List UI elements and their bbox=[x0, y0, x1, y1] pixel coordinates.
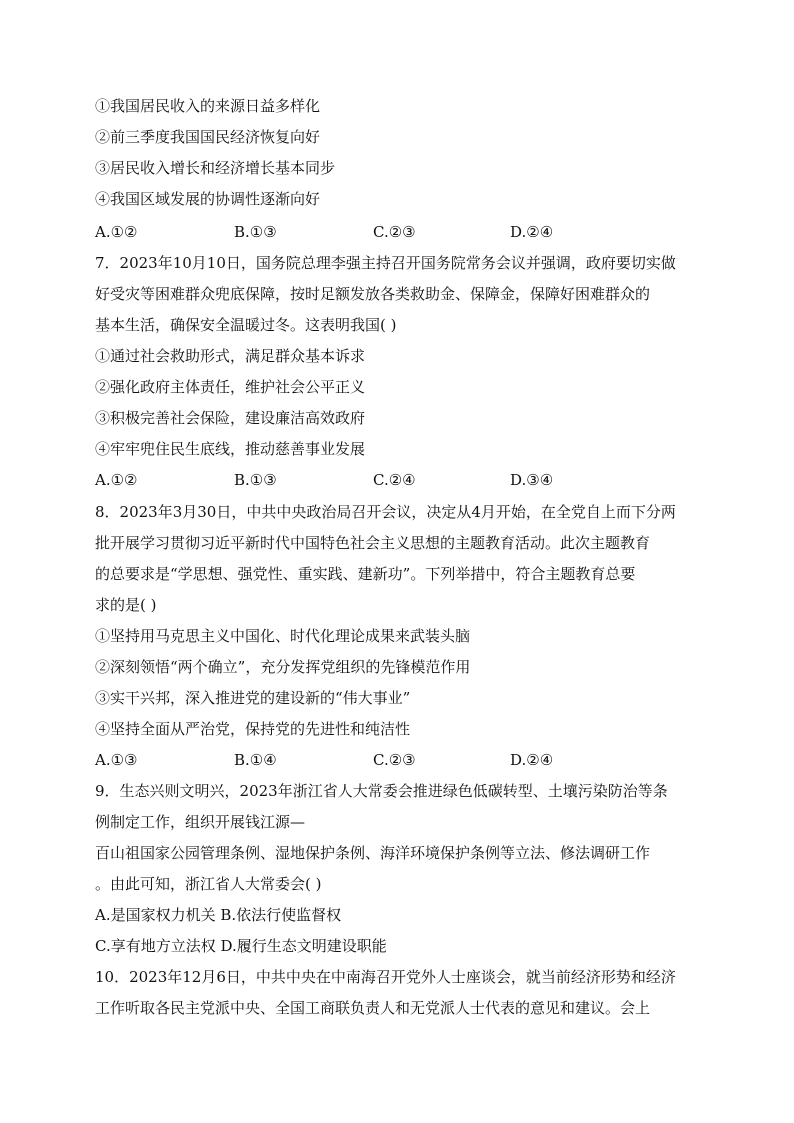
q6-option-a: A.①② bbox=[95, 223, 138, 241]
q8-stem-line-1: 8．2023年3月30日，中共中央政治局召开会议，决定从4月开始，在全党自上而下分两 bbox=[95, 503, 676, 521]
q6-option-d: D.②④ bbox=[510, 223, 554, 241]
q7-stem-line-1: 7．2023年10月10日，国务院总理李强主持召开国务院常务会议并强调，政府要切实做 bbox=[95, 254, 676, 272]
q8-stem-line-3: 的总要求是“学思想、强党性、重实践、建新功”。下列举措中，符合主题教育总要 bbox=[95, 565, 636, 583]
q6-options bbox=[95, 221, 695, 243]
q8-item-2: ②深刻领悟“两个确立”，充分发挥党组织的先锋模范作用 bbox=[95, 658, 471, 676]
q10-stem-line-1: 10．2023年12月6日，中共中央在中南海召开党外人士座谈会，就当前经济形势和经济 bbox=[95, 968, 676, 986]
q6-item-1: ①我国居民收入的来源日益多样化 bbox=[95, 97, 321, 115]
q8-item-1: ①坚持用马克思主义中国化、时代化理论成果来武装头脑 bbox=[95, 627, 471, 645]
q7-options bbox=[95, 469, 695, 491]
q7-option-b: B.①③ bbox=[234, 471, 277, 489]
q7-item-1: ①通过社会救助形式，满足群众基本诉求 bbox=[95, 347, 366, 365]
q7-item-4: ④牢牢兜住民生底线，推动慈善事业发展 bbox=[95, 440, 366, 458]
q8-option-d: D.②④ bbox=[510, 751, 554, 769]
q9-stem-line-4: 。由此可知，浙江省人大常委会( ) bbox=[95, 875, 322, 893]
q8-option-c: C.②③ bbox=[373, 751, 416, 769]
q9-options-line-1: A.是国家权力机关 B.依法行使监督权 bbox=[95, 906, 342, 924]
q8-stem-line-2: 批开展学习贯彻习近平新时代中国特色社会主义思想的主题教育活动。此次主题教育 bbox=[95, 534, 651, 552]
q9-stem-line-2: 例制定工作，组织开展钱江源— bbox=[95, 813, 306, 831]
q6-option-c: C.②③ bbox=[373, 223, 416, 241]
q8-item-4: ④坚持全面从严治党，保持党的先进性和纯洁性 bbox=[95, 720, 411, 738]
q6-item-4: ④我国区域发展的协调性逐渐向好 bbox=[95, 190, 321, 208]
q7-stem-line-2: 好受灾等困难群众兜底保障，按时足额发放各类救助金、保障金，保障好困难群众的 bbox=[95, 285, 651, 303]
q10-stem-line-2: 工作听取各民主党派中央、全国工商联负责人和无党派人士代表的意见和建议。会上 bbox=[95, 999, 651, 1017]
q9-options-line-2: C.享有地方立法权 D.履行生态文明建设职能 bbox=[95, 937, 387, 955]
q9-stem-line-3: 百山祖国家公园管理条例、湿地保护条例、海洋环境保护条例等立法、修法调研工作 bbox=[95, 844, 651, 862]
q8-option-b: B.①④ bbox=[234, 751, 277, 769]
q7-item-2: ②强化政府主体责任，维护社会公平正义 bbox=[95, 378, 366, 396]
q6-item-3: ③居民收入增长和经济增长基本同步 bbox=[95, 159, 336, 177]
q7-stem-line-3: 基本生活，确保安全温暖过冬。这表明我国( ) bbox=[95, 316, 397, 334]
q8-stem-line-4: 求的是( ) bbox=[95, 596, 157, 614]
q6-item-2: ②前三季度我国国民经济恢复向好 bbox=[95, 128, 321, 146]
q7-option-c: C.②④ bbox=[373, 471, 416, 489]
q8-item-3: ③实干兴邦，深入推进党的建设新的“伟大事业” bbox=[95, 689, 411, 707]
q7-option-a: A.①② bbox=[95, 471, 138, 489]
q7-item-3: ③积极完善社会保险，建设廉洁高效政府 bbox=[95, 409, 366, 427]
q9-stem-line-1: 9．生态兴则文明兴，2023年浙江省人大常委会推进绿色低碳转型、土壤污染防治等条 bbox=[95, 782, 668, 800]
q7-option-d: D.③④ bbox=[510, 471, 554, 489]
q8-options bbox=[95, 749, 695, 771]
q6-option-b: B.①③ bbox=[234, 223, 277, 241]
q8-option-a: A.①③ bbox=[95, 751, 138, 769]
